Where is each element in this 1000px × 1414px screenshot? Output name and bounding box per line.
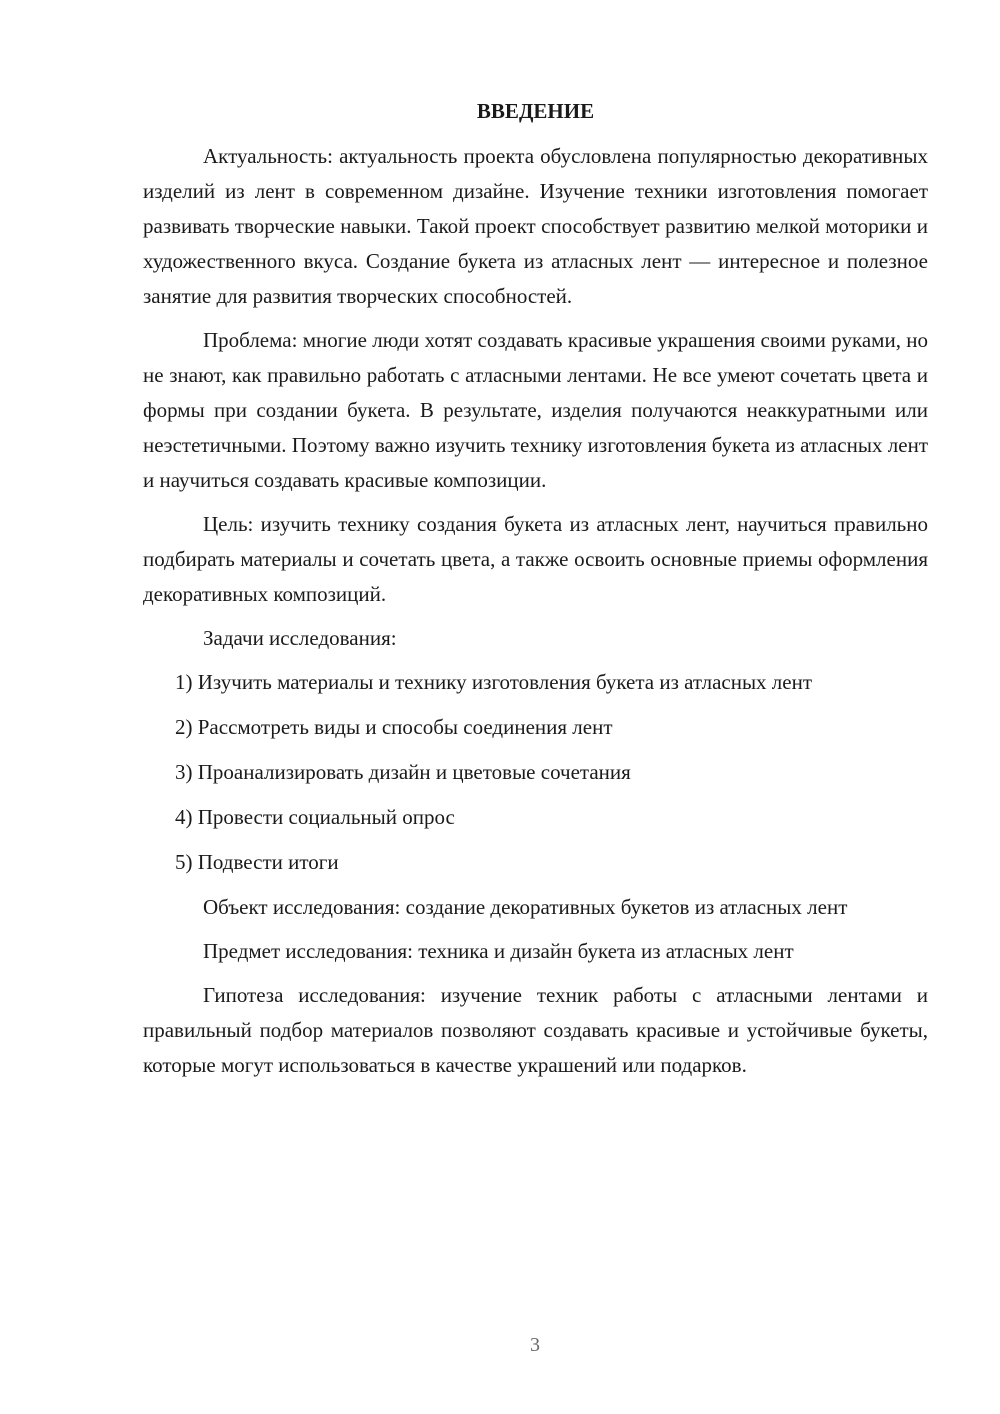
- paragraph-subject: Предмет исследования: техника и дизайн букета из атласных лент: [203, 939, 794, 963]
- tasks-heading: Задачи исследования:: [203, 626, 397, 650]
- task-item-1: 1) Изучить материалы и технику изготовления букета из атласных лент: [175, 670, 813, 694]
- paragraph-problem: Проблема: многие люди хотят создавать красивые украшения своими руками, но не знают, как правильно работать с атласными лентами. Не все умеют сочетать цвета и формы при создании букета. В результате, изделия получаются неаккуратными или неэстетичными. Поэтому важно изучить технику изготовления букета из атласных лент и научиться создавать красивые композиции.: [143, 328, 928, 492]
- task-item-4: 4) Провести социальный опрос: [175, 805, 455, 829]
- paragraph-goal: Цель: изучить технику создания букета из атласных лент, научиться правильно подбирать материалы и сочетать цвета, а также освоить основные приемы оформления декоративных композиций.: [143, 512, 928, 606]
- paragraph-relevance: Актуальность: актуальность проекта обусловлена популярностью декоративных изделий из лент в современном дизайне. Изучение техники изготовления помогает развивать творческие навыки. Такой проект способствует развитию мелкой моторики и художественного вкуса. Создание букета из атласных лент — интересное и полезное занятие для развития творческих способностей.: [143, 144, 928, 308]
- task-item-2: 2) Рассмотреть виды и способы соединения лент: [175, 715, 613, 739]
- task-item-3: 3) Проанализировать дизайн и цветовые сочетания: [175, 760, 631, 784]
- task-item-5: 5) Подвести итоги: [175, 850, 339, 874]
- document-page: [143, 94, 928, 1092]
- paragraph-hypothesis: Гипотеза исследования: изучение техник работы с атласными лентами и правильный подбор материалов позволяют создавать красивые и устойчивые букеты, которые могут использоваться в качестве украшений или подарков.: [143, 983, 928, 1077]
- page-number: 3: [530, 1334, 540, 1356]
- paragraph-object: Объект исследования: создание декоративных букетов из атласных лент: [203, 895, 848, 919]
- section-title: ВВЕДЕНИЕ: [476, 99, 595, 123]
